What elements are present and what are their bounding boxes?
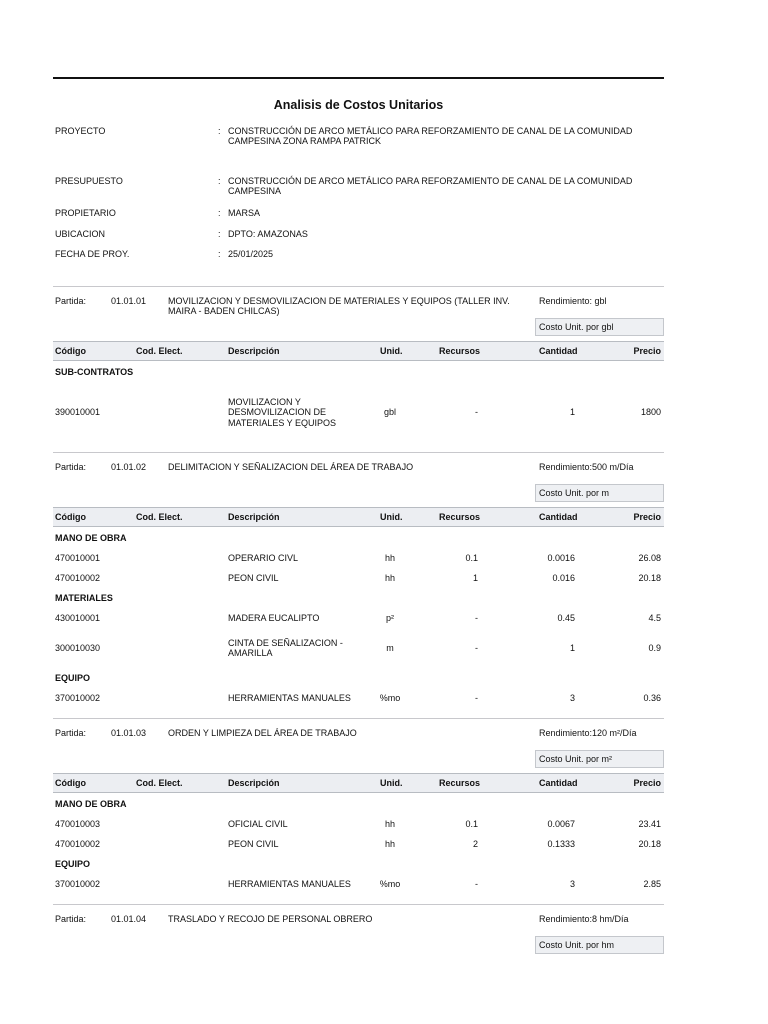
cell-codigo: 430010001 bbox=[55, 613, 101, 623]
cell-unid: %mo bbox=[379, 693, 401, 703]
header-colon: : bbox=[218, 249, 221, 259]
cell-precio: 4.5 bbox=[648, 613, 661, 623]
col-codigo: Código bbox=[55, 346, 86, 356]
rendimiento: Rendimiento:120 m²/Día bbox=[539, 728, 637, 738]
col-unid: Unid. bbox=[380, 778, 403, 788]
cell-recursos: - bbox=[475, 693, 478, 703]
cell-descripcion: CINTA DE SEÑALIZACION - AMARILLA bbox=[228, 638, 343, 659]
cell-recursos: 0.1 bbox=[465, 819, 478, 829]
cell-unid: hh bbox=[384, 819, 395, 829]
cell-unid: m bbox=[386, 643, 394, 653]
cell-precio: 1800 bbox=[640, 407, 661, 417]
header-colon: : bbox=[218, 176, 221, 186]
cell-cantidad: 1 bbox=[569, 407, 575, 417]
rendimiento: Rendimiento:8 hm/Día bbox=[539, 914, 629, 924]
cell-cantidad: 0.016 bbox=[552, 573, 575, 583]
col-unid: Unid. bbox=[380, 346, 403, 356]
col-codigo: Código bbox=[55, 778, 86, 788]
table-header bbox=[53, 507, 664, 527]
cell-descripcion: PEON CIVIL bbox=[228, 839, 279, 849]
partida-separator bbox=[53, 286, 664, 287]
cell-precio: 0.9 bbox=[648, 643, 661, 653]
cell-unid: hh bbox=[384, 573, 395, 583]
cell-cantidad: 3 bbox=[569, 693, 575, 703]
rendimiento: Rendimiento: gbl bbox=[539, 296, 607, 306]
cell-codigo: 470010001 bbox=[55, 553, 101, 563]
cell-unid: %mo bbox=[379, 879, 401, 889]
partida-code: 01.01.02 bbox=[111, 462, 147, 472]
col-recursos: Recursos bbox=[439, 346, 481, 356]
cell-descripcion: HERRAMIENTAS MANUALES bbox=[228, 693, 351, 703]
group-label: SUB-CONTRATOS bbox=[55, 367, 134, 377]
cell-descripcion: HERRAMIENTAS MANUALES bbox=[228, 879, 351, 889]
col-precio: Precio bbox=[633, 512, 661, 522]
header-value-proyecto: CONSTRUCCIÓN DE ARCO METÁLICO PARA REFORZAMIENTO DE CANAL DE LA COMUNIDAD CAMPESINA ZONA RAMPA PATRICK bbox=[228, 126, 633, 147]
header-value-presupuesto: CONSTRUCCIÓN DE ARCO METÁLICO PARA REFORZAMIENTO DE CANAL DE LA COMUNIDAD CAMPESINA bbox=[228, 176, 633, 197]
partida-separator bbox=[53, 718, 664, 719]
header-label-propietario: PROPIETARIO bbox=[55, 208, 116, 218]
col-cantidad: Cantidad bbox=[539, 346, 578, 356]
rendimiento: Rendimiento:500 m/Día bbox=[539, 462, 634, 472]
costo-unit-box: Costo Unit. por hm bbox=[535, 936, 664, 954]
partida-separator bbox=[53, 452, 664, 453]
cell-descripcion: OPERARIO CIVL bbox=[228, 553, 299, 563]
col-precio: Precio bbox=[633, 778, 661, 788]
header-value-propietario: MARSA bbox=[228, 208, 261, 218]
cell-recursos: 2 bbox=[472, 839, 478, 849]
partida-code: 01.01.04 bbox=[111, 914, 147, 924]
table-header bbox=[53, 773, 664, 793]
header-label-proyecto: PROYECTO bbox=[55, 126, 106, 136]
cell-descripcion: OFICIAL CIVIL bbox=[228, 819, 288, 829]
group-label: EQUIPO bbox=[55, 859, 91, 869]
partida-description: ORDEN Y LIMPIEZA DEL ÁREA DE TRABAJO bbox=[168, 728, 357, 738]
cell-codigo: 470010002 bbox=[55, 573, 101, 583]
cell-precio: 20.18 bbox=[638, 573, 661, 583]
cell-precio: 20.18 bbox=[638, 839, 661, 849]
costo-unit-box: Costo Unit. por m bbox=[535, 484, 664, 502]
col-cantidad: Cantidad bbox=[539, 778, 578, 788]
table-header bbox=[53, 341, 664, 361]
header-label-presupuesto: PRESUPUESTO bbox=[55, 176, 123, 186]
cell-descripcion: MOVILIZACION Y DESMOVILIZACION DE MATERIALES Y EQUIPOS bbox=[228, 397, 337, 428]
costo-unit-box: Costo Unit. por m² bbox=[535, 750, 664, 768]
header-value-fecha: 25/01/2025 bbox=[228, 249, 274, 259]
col-precio: Precio bbox=[633, 346, 661, 356]
col-codigo: Código bbox=[55, 512, 86, 522]
col-cod-elect: Cod. Elect. bbox=[136, 346, 183, 356]
document-title: Analisis de Costos Unitarios bbox=[273, 98, 444, 112]
partida-code: 01.01.01 bbox=[111, 296, 147, 306]
cell-recursos: - bbox=[475, 643, 478, 653]
costo-unit-box: Costo Unit. por gbl bbox=[535, 318, 664, 336]
col-descripcion: Descripción bbox=[228, 346, 280, 356]
partida-description: TRASLADO Y RECOJO DE PERSONAL OBRERO bbox=[168, 914, 373, 924]
header-value-ubicacion: DPTO: AMAZONAS bbox=[228, 229, 308, 239]
header-colon: : bbox=[218, 208, 221, 218]
group-label: EQUIPO bbox=[55, 673, 91, 683]
cell-codigo: 390010001 bbox=[55, 407, 101, 417]
cell-recursos: - bbox=[475, 613, 478, 623]
partida-label: Partida: bbox=[55, 462, 87, 472]
cell-cantidad: 0.1333 bbox=[547, 839, 575, 849]
col-recursos: Recursos bbox=[439, 778, 481, 788]
header-colon: : bbox=[218, 229, 221, 239]
top-rule bbox=[53, 77, 664, 79]
cell-unid: p² bbox=[385, 613, 394, 623]
cell-codigo: 470010003 bbox=[55, 819, 101, 829]
group-label: MANO DE OBRA bbox=[55, 533, 127, 543]
partida-separator bbox=[53, 904, 664, 905]
cell-unid: gbl bbox=[383, 407, 396, 417]
cell-unid: hh bbox=[384, 553, 395, 563]
cell-cantidad: 0.0067 bbox=[547, 819, 575, 829]
partida-description: DELIMITACION Y SEÑALIZACION DEL ÁREA DE TRABAJO bbox=[168, 462, 414, 472]
cell-codigo: 370010002 bbox=[55, 879, 101, 889]
col-cod-elect: Cod. Elect. bbox=[136, 512, 183, 522]
cell-precio: 23.41 bbox=[638, 819, 661, 829]
cell-cantidad: 0.0016 bbox=[547, 553, 575, 563]
col-cod-elect: Cod. Elect. bbox=[136, 778, 183, 788]
partida-label: Partida: bbox=[55, 914, 87, 924]
col-descripcion: Descripción bbox=[228, 512, 280, 522]
cell-precio: 2.85 bbox=[643, 879, 661, 889]
header-label-fecha: FECHA DE PROY. bbox=[55, 249, 130, 259]
cell-recursos: - bbox=[475, 407, 478, 417]
cell-descripcion: MADERA EUCALIPTO bbox=[228, 613, 320, 623]
cell-recursos: - bbox=[475, 879, 478, 889]
col-descripcion: Descripción bbox=[228, 778, 280, 788]
partida-label: Partida: bbox=[55, 296, 87, 306]
group-label: MANO DE OBRA bbox=[55, 799, 127, 809]
cell-recursos: 1 bbox=[472, 573, 478, 583]
cell-codigo: 300010030 bbox=[55, 643, 101, 653]
header-colon: : bbox=[218, 126, 221, 136]
col-cantidad: Cantidad bbox=[539, 512, 578, 522]
cell-precio: 0.36 bbox=[643, 693, 661, 703]
cell-cantidad: 0.45 bbox=[557, 613, 575, 623]
header-label-ubicacion: UBICACION bbox=[55, 229, 106, 239]
cell-descripcion: PEON CIVIL bbox=[228, 573, 279, 583]
cell-codigo: 370010002 bbox=[55, 693, 101, 703]
cell-cantidad: 3 bbox=[569, 879, 575, 889]
col-recursos: Recursos bbox=[439, 512, 481, 522]
cell-codigo: 470010002 bbox=[55, 839, 101, 849]
cell-recursos: 0.1 bbox=[465, 553, 478, 563]
group-label: MATERIALES bbox=[55, 593, 113, 603]
cell-precio: 26.08 bbox=[638, 553, 661, 563]
cell-unid: hh bbox=[384, 839, 395, 849]
cell-cantidad: 1 bbox=[569, 643, 575, 653]
col-unid: Unid. bbox=[380, 512, 403, 522]
partida-code: 01.01.03 bbox=[111, 728, 147, 738]
partida-description: MOVILIZACION Y DESMOVILIZACION DE MATERIALES Y EQUIPOS (TALLER INV. MAIRA - BADEN CHILCAS) bbox=[168, 296, 510, 317]
partida-label: Partida: bbox=[55, 728, 87, 738]
